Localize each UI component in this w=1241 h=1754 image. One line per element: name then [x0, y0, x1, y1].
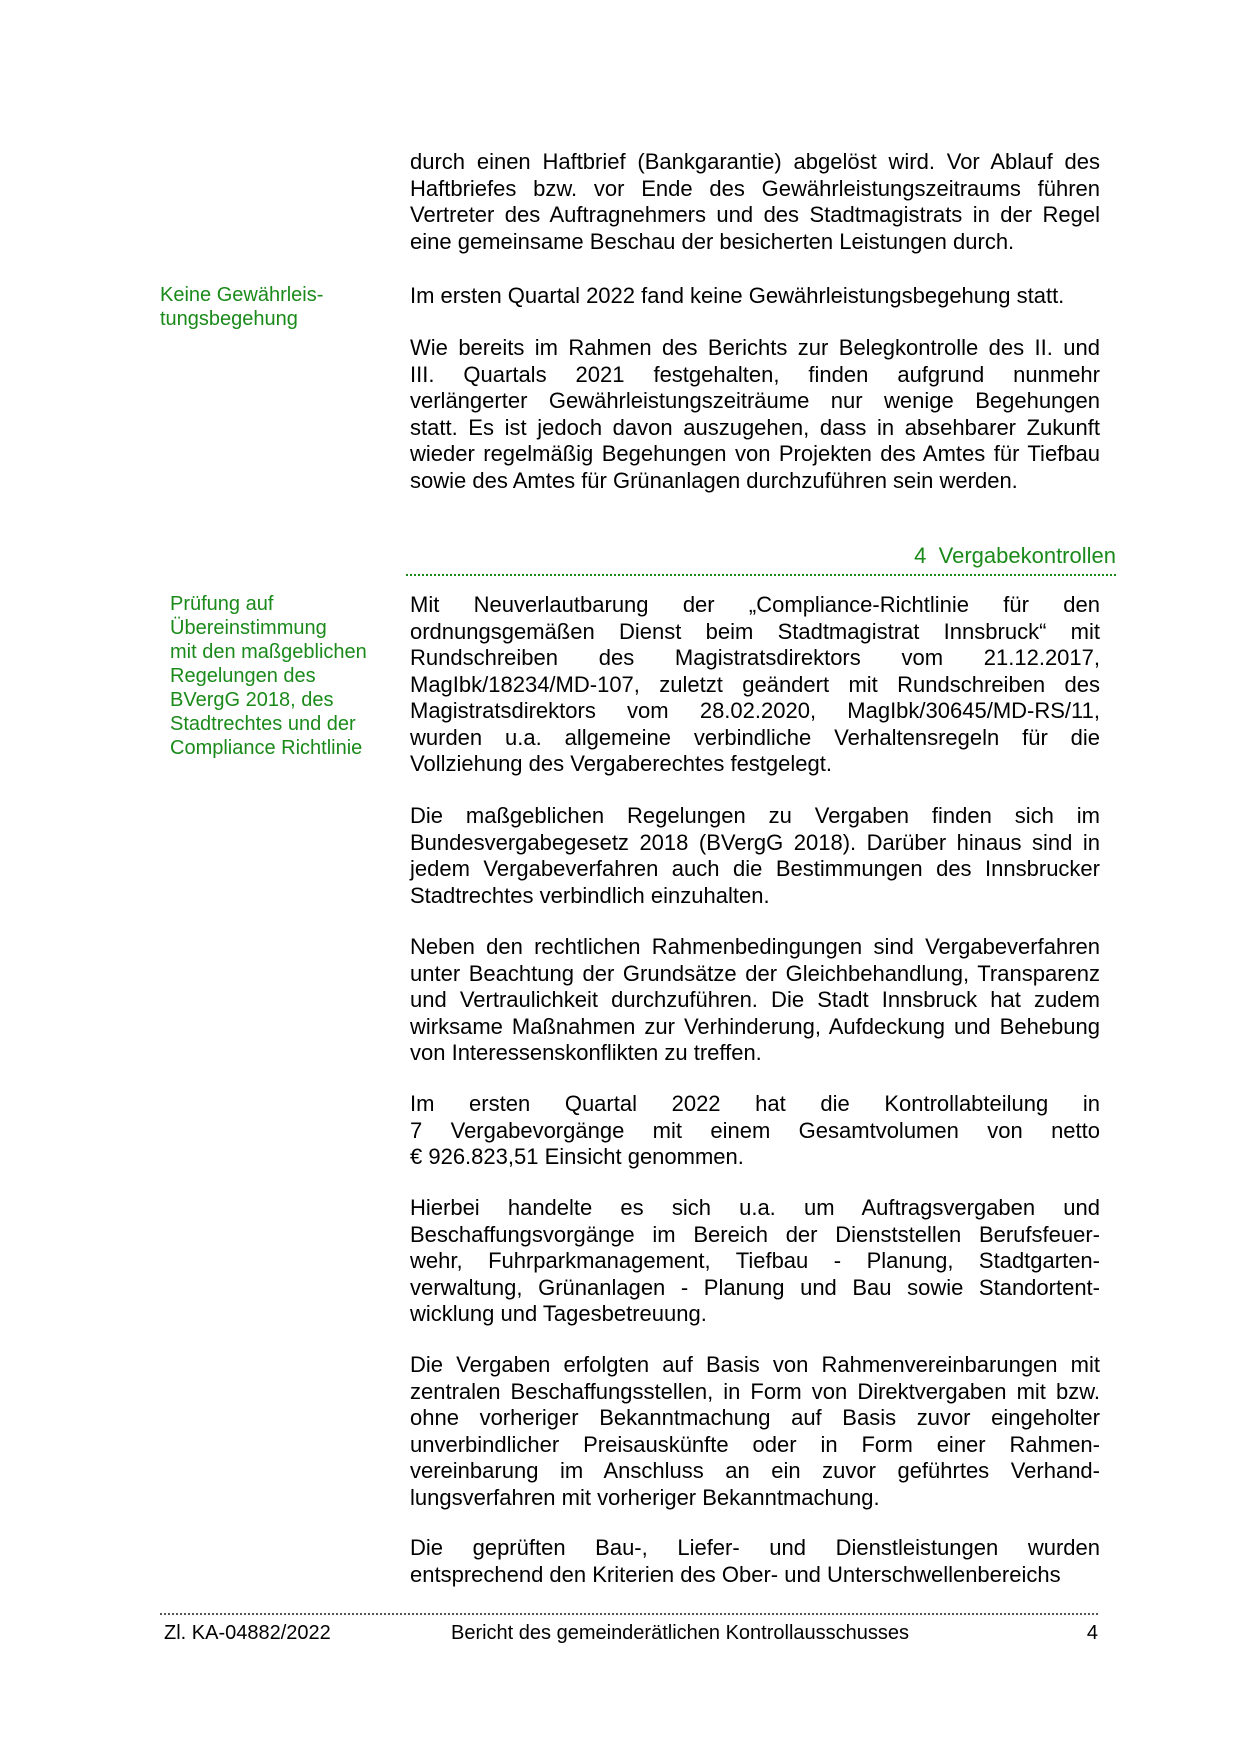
text-line: lungsverfahren mit vorheriger Bekanntmachung.	[410, 1484, 880, 1510]
paragraph-procedures	[410, 1352, 1100, 1511]
paragraph-no-inspection	[410, 283, 1100, 310]
text-line: und Vertraulichkeit durchzuführen. Die Stadt Innsbruck hat zudem	[410, 987, 1100, 1012]
text-line: 7 Vergabevorgänge mit einem Gesamtvolumen von netto	[410, 1117, 1100, 1143]
text-line: sowie des Amtes für Grünanlagen durchzuführen sein werden.	[410, 467, 1018, 493]
text-line: € 926.823,51 Einsicht genommen.	[410, 1144, 744, 1169]
margin-note-warranty	[160, 283, 323, 331]
text-line: ordnungsgemäßen Dienst beim Stadtmagistrat Innsbruck“ mit	[410, 618, 1100, 644]
text-line: Mit Neuverlautbarung der „Compliance-Richtlinie für den	[410, 592, 1100, 617]
text-line: statt. Es ist jedoch davon auszugehen, dass in absehbarer Zukunft	[410, 414, 1100, 440]
text-line: Die maßgeblichen Regelungen zu Vergaben finden sich im	[410, 803, 1100, 828]
text-line: Bundesvergabegesetz 2018 (BVergG 2018). Darüber hinaus sind in	[410, 829, 1100, 855]
text-line: Hierbei handelte es sich u.a. um Auftragsvergaben und	[410, 1195, 1100, 1220]
paragraph-inspection-outlook	[410, 335, 1100, 494]
paragraph-principles	[410, 934, 1100, 1067]
text-line: Magistratsdirektors vom 28.02.2020, MagIbk/30645/MD-RS/11,	[410, 698, 1100, 723]
margin-note-line: Übereinstimmung	[170, 617, 327, 639]
text-line: ohne vorheriger Bekanntmachung auf Basis zuvor eingeholter	[410, 1405, 1100, 1430]
text-line: wicklung und Tagesbetreuung.	[410, 1301, 707, 1326]
margin-note-review	[170, 592, 367, 760]
text-line: Rundschreiben des Magistratsdirektors vom 21.12.2017,	[410, 645, 1100, 670]
text-line: wurden u.a. allgemeine verbindliche Verhaltensregeln für die	[410, 724, 1100, 750]
text-line: MagIbk/18234/MD-107, zuletzt geändert mit Rundschreiben des	[410, 671, 1100, 697]
text-line: Im ersten Quartal 2022 fand keine Gewährleistungsbegehung statt.	[410, 283, 1065, 308]
section-number: 4	[914, 543, 927, 568]
text-line: durch einen Haftbrief (Bankgarantie) abgelöst wird. Vor Ablauf des	[410, 149, 1100, 174]
text-line: jedem Vergabeverfahren auch die Bestimmungen des Innsbrucker	[410, 856, 1100, 881]
footer-divider	[160, 1613, 1098, 1615]
paragraph-compliance	[410, 592, 1100, 778]
page-number: 4	[1086, 1622, 1098, 1644]
text-line: Die Vergaben erfolgten auf Basis von Rahmenvereinbarungen mit	[410, 1352, 1100, 1377]
paragraph-continuation	[410, 149, 1100, 255]
text-line: vereinbarung im Anschluss an ein zuvor geführtes Verhand-	[410, 1458, 1100, 1483]
text-line: Vertreter des Auftragnehmers und des Stadtmagistrats in der Regel	[410, 202, 1100, 227]
text-line: Die geprüften Bau-, Liefer- und Dienstleistungen wurden	[410, 1535, 1100, 1560]
text-line: wehr, Fuhrparkmanagement, Tiefbau - Planung, Stadtgarten-	[410, 1248, 1100, 1273]
text-line: Wie bereits im Rahmen des Berichts zur Belegkontrolle des II. und	[410, 335, 1100, 360]
text-line: eine gemeinsame Beschau der besicherten Leistungen durch.	[410, 228, 1015, 254]
text-line: zentralen Beschaffungsstellen, in Form von Direktvergaben mit bzw.	[410, 1378, 1100, 1404]
text-line: Vollziehung des Vergaberechtes festgelegt.	[410, 751, 832, 776]
text-line: wieder regelmäßig Begehungen von Projekten des Amtes für Tiefbau	[410, 441, 1100, 466]
text-line: Beschaffungsvorgänge im Bereich der Dienststellen Berufsfeuer-	[410, 1221, 1100, 1247]
text-line: von Interessenskonflikten zu treffen.	[410, 1040, 762, 1065]
text-line: Im ersten Quartal 2022 hat die Kontrollabteilung in	[410, 1091, 1100, 1116]
section-heading	[410, 543, 1116, 569]
margin-note-line: Prüfung auf	[170, 593, 274, 615]
margin-note-line: Keine Gewährleis-	[160, 284, 324, 306]
text-line: Haftbriefes bzw. vor Ende des Gewährleistungszeitraums führen	[410, 175, 1100, 201]
paragraph-volume	[410, 1091, 1100, 1171]
footer-title: Bericht des gemeinderätlichen Kontrollausschusses	[450, 1622, 910, 1644]
paragraph-departments	[410, 1195, 1100, 1328]
margin-note-line: BVergG 2018, des	[170, 689, 334, 711]
text-line: Stadtrechtes verbindlich einzuhalten.	[410, 882, 770, 908]
margin-note-line: Compliance Richtlinie	[170, 737, 363, 759]
margin-note-line: Stadtrechtes und der	[170, 713, 356, 735]
margin-note-line: Regelungen des	[170, 665, 316, 687]
text-line: III. Quartals 2021 festgehalten, finden aufgrund nunmehr	[410, 361, 1100, 387]
text-line: verlängerter Gewährleistungszeiträume nur wenige Begehungen	[410, 388, 1100, 413]
text-line: unter Beachtung der Grundsätze der Gleichbehandlung, Transparenz	[410, 960, 1100, 986]
margin-note-line: tungsbegehung	[160, 308, 298, 330]
footer-reference: Zl. KA-04882/2022	[164, 1622, 331, 1644]
section-divider	[406, 574, 1116, 576]
text-line: entsprechend den Kriterien des Ober- und Unterschwellenbereichs	[410, 1561, 1061, 1587]
text-line: unverbindlicher Preisauskünfte oder in Form einer Rahmen-	[410, 1431, 1100, 1457]
paragraph-thresholds	[410, 1535, 1100, 1588]
section-title: Vergabekontrollen	[938, 543, 1116, 568]
text-line: verwaltung, Grünanlagen - Planung und Bau sowie Standortent-	[410, 1274, 1100, 1300]
text-line: wirksame Maßnahmen zur Verhinderung, Aufdeckung und Behebung	[410, 1013, 1100, 1039]
margin-note-line: mit den maßgeblichen	[170, 641, 367, 663]
text-line: Neben den rechtlichen Rahmenbedingungen sind Vergabeverfahren	[410, 934, 1100, 959]
paragraph-regulations	[410, 803, 1100, 909]
